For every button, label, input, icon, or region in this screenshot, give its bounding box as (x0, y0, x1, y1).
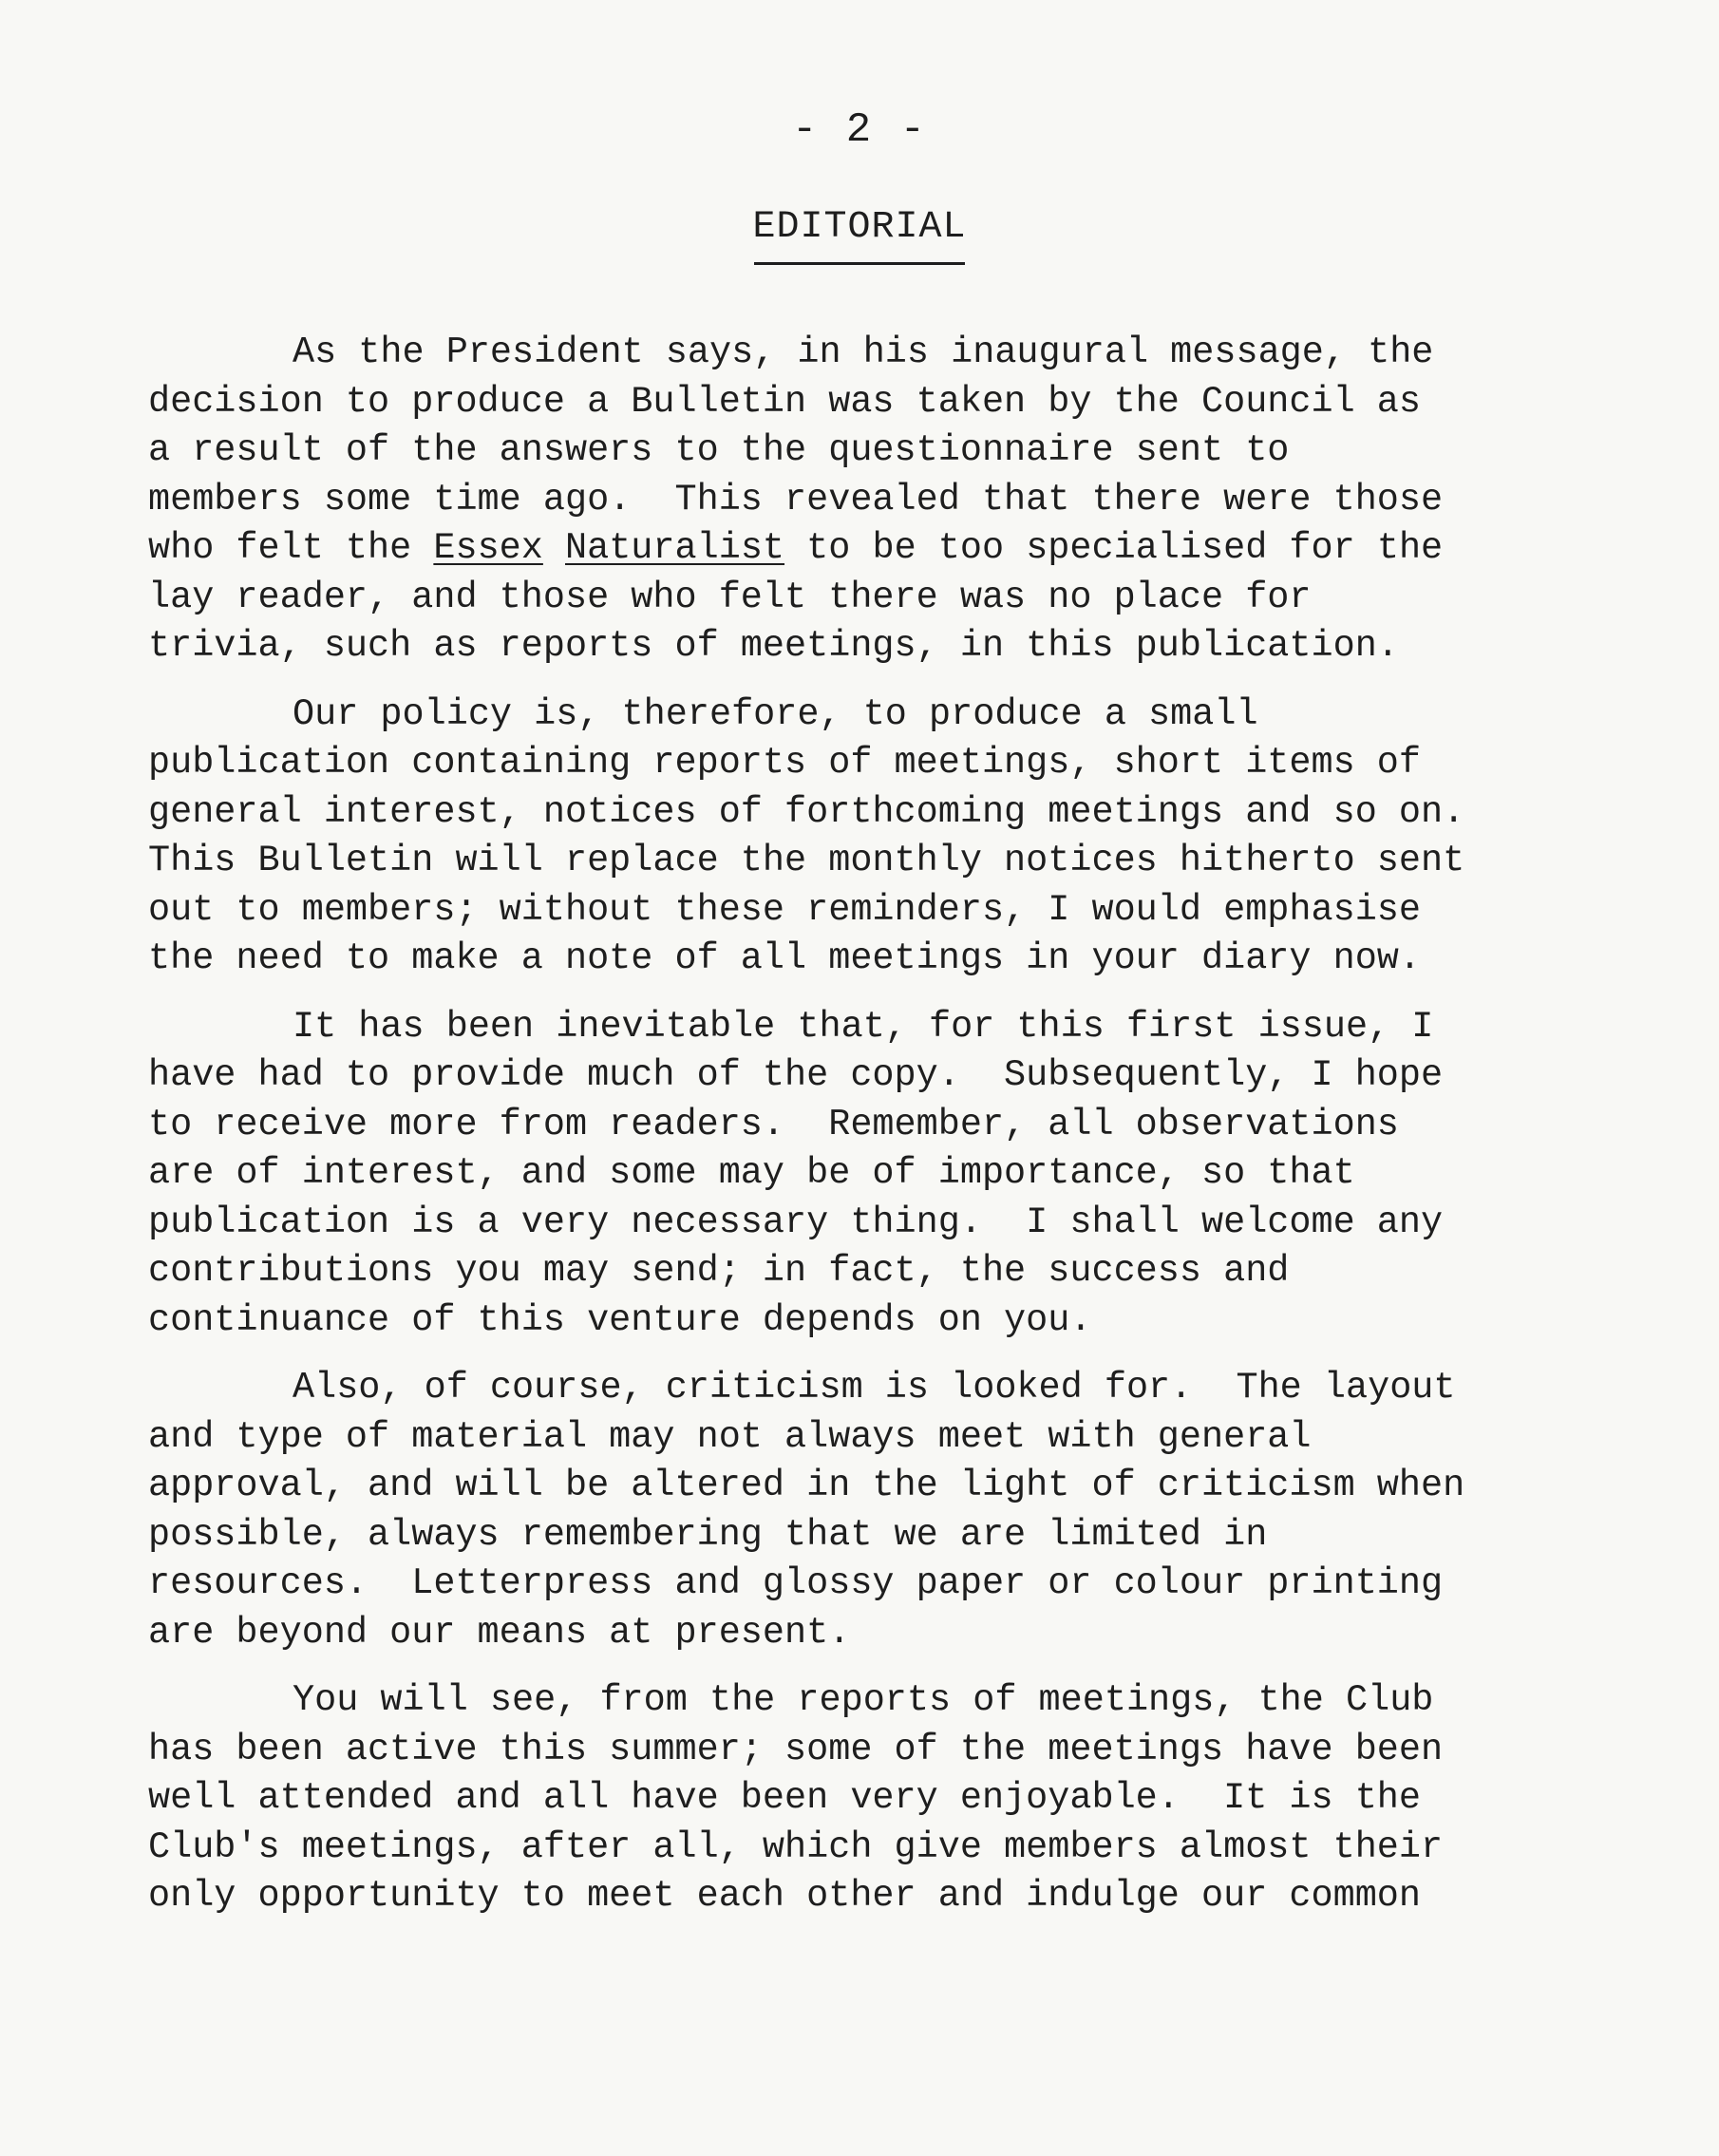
text-line: a result of the answers to the questionnaire sent to (148, 429, 1290, 471)
paragraph-1 (148, 329, 1630, 671)
text-line: lay reader, and those who felt there was no place for (148, 576, 1312, 618)
text-line: resources. Letterpress and glossy paper or colour printing (148, 1562, 1444, 1604)
text-line: only opportunity to meet each other and indulge our common (148, 1875, 1422, 1917)
page-number: - 2 - (791, 106, 928, 154)
text-segment: who felt the (148, 527, 434, 569)
text-line: Club's meetings, after all, which give members almost their (148, 1825, 1444, 1868)
text-line: continuance of this venture depends on you. (148, 1298, 1092, 1341)
text-line: Also, of course, criticism is looked for. The layout (293, 1367, 1456, 1409)
paragraph-2 (148, 690, 1630, 984)
journal-title-word: Naturalist (565, 527, 785, 569)
text-line: and type of material may not always meet with general (148, 1415, 1312, 1458)
text-line: approval, and will be altered in the light of criticism when (148, 1465, 1465, 1506)
text-line: Our policy is, therefore, to produce a small (293, 692, 1258, 735)
editorial-body (148, 329, 1630, 1940)
text-segment: to be too specialised for the (784, 527, 1444, 569)
heading-block (0, 205, 1719, 265)
text-line: well attended and all have been very enjoyable. It is the (148, 1777, 1422, 1819)
text-line: out to members; without these reminders, I would emphasise (148, 888, 1422, 931)
text-line: As the President says, in his inaugural message, the (293, 331, 1434, 373)
text-line: has been active this summer; some of the meetings have been (148, 1728, 1444, 1770)
text-line: You will see, from the reports of meetings, the Club (293, 1679, 1434, 1721)
heading-underline (754, 262, 965, 265)
text-line: This Bulletin will replace the monthly notices hitherto sent (148, 840, 1465, 881)
text-line: publication containing reports of meetings, short items of (148, 742, 1422, 784)
text-line: are of interest, and some may be of importance, so that (148, 1152, 1355, 1194)
text-line: are beyond our means at present. (148, 1611, 851, 1654)
text-line: to receive more from readers. Remember, all observations (148, 1103, 1399, 1145)
text-line: trivia, such as reports of meetings, in this publication. (148, 625, 1399, 667)
editorial-heading: EDITORIAL (752, 206, 967, 249)
text-line: It has been inevitable that, for this first issue, I (293, 1005, 1434, 1048)
text-line: general interest, notices of forthcoming meetings and so on. (148, 790, 1465, 833)
journal-title-word: Essex (433, 527, 543, 569)
paragraph-5 (148, 1676, 1630, 1921)
paragraph-4 (148, 1364, 1630, 1657)
text-line: decision to produce a Bulletin was taken by the Council as (148, 380, 1422, 423)
text-line: have had to provide much of the copy. Subsequently, I hope (148, 1054, 1444, 1096)
text-line: members some time ago. This revealed that there were those (148, 478, 1444, 520)
text-segment (543, 527, 565, 569)
text-line-with-title (148, 524, 1630, 574)
text-line: the need to make a note of all meetings in your diary now. (148, 937, 1422, 979)
text-line: possible, always remembering that we are limited in (148, 1513, 1268, 1556)
text-line: contributions you may send; in fact, the success and (148, 1250, 1290, 1292)
paragraph-3 (148, 1003, 1630, 1346)
text-line: publication is a very necessary thing. I shall welcome any (148, 1201, 1444, 1243)
